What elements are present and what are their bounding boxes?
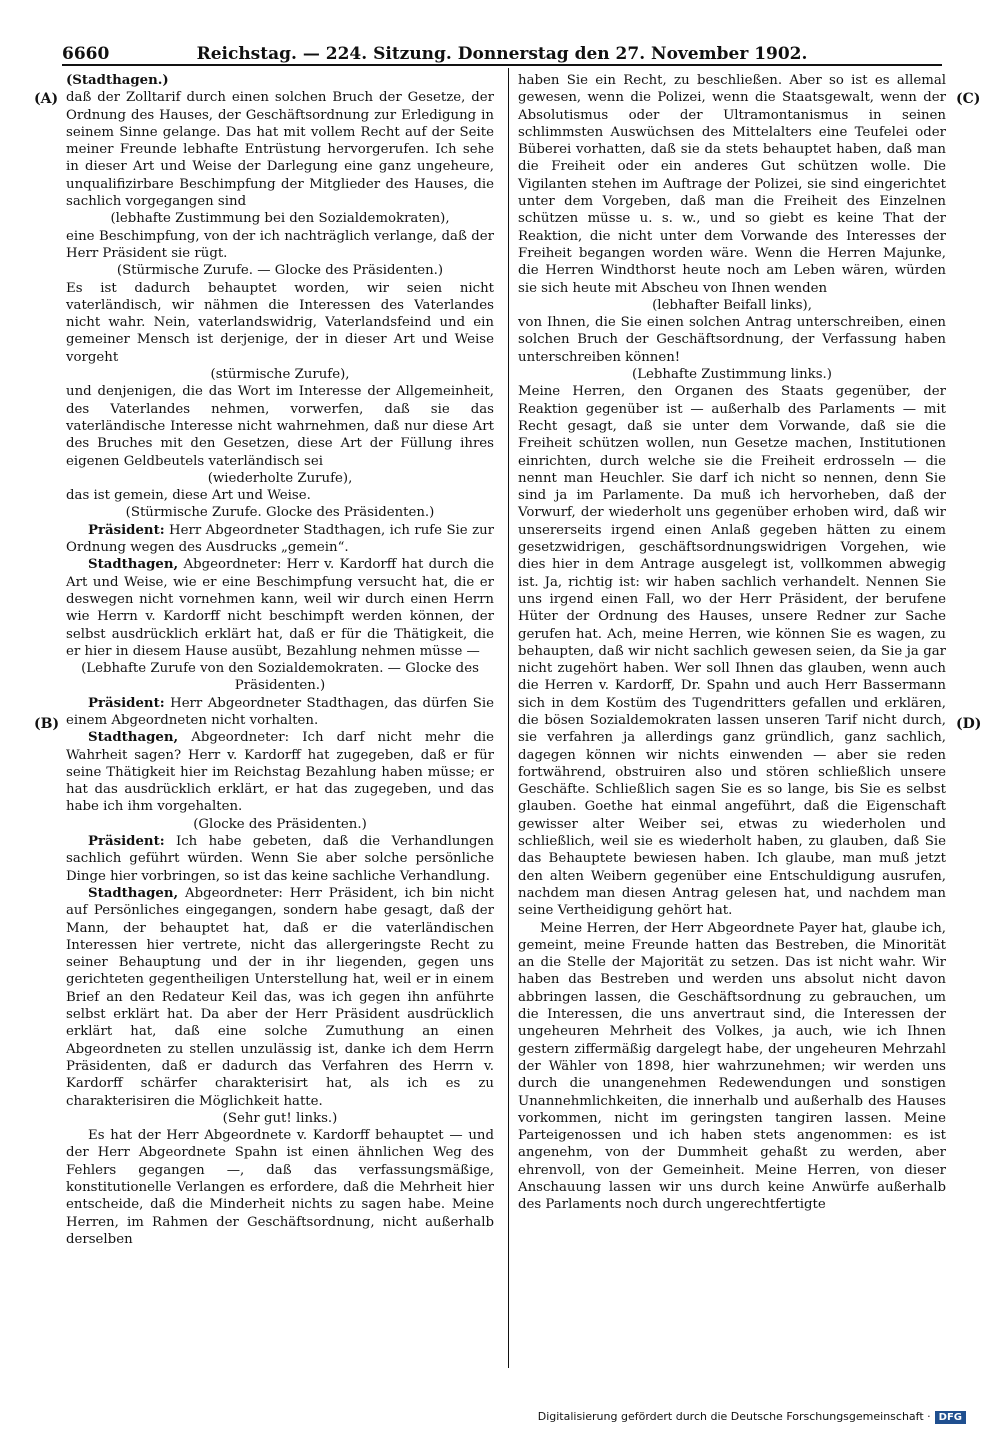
speech-text: Abgeordneter: Herr Präsident, ich bin nicht auf Persönliches eingegangen, sondern habe gesagt, daß der Mann, der behauptet hat, daß er die vaterländischen Interessen hier vertrete, nicht das allergeringste Recht zu seiner Behauptung und der in ihr liegenden, gegen uns gerichteten gegentheiligen Unterstellung hat, weil er in einem Brief an den Redateur Keil das, was ich gegen ihn anführte selbst erklärt hat. Da aber der Herr Präsident ausdrücklich erklärt hat, daß eine solche Zumuthung an einen Abgeordneten zu stellen unzulässig ist, danke ich dem Herrn Präsidenten, daß er dadurch das Verfahren des Herrn v. Kardorff schärfer charakterisirt hat, als ich es zu charakterisiren die Möglichkeit hatte. <box>66 885 494 1109</box>
interjection: (Lebhafte Zustimmung links.) <box>632 367 832 383</box>
interjection: (lebhafte Zustimmung bei den Sozialdemokraten), <box>110 211 450 227</box>
margin-label-a: (A) <box>34 91 59 107</box>
speaker-name: Präsident: <box>88 522 165 538</box>
speaker-name: Präsident: <box>88 834 165 850</box>
interjection: (wiederholte Zurufe), <box>207 470 353 486</box>
interjection: (stürmische Zurufe), <box>210 367 350 383</box>
speaker-name: Stadthagen, <box>88 885 179 901</box>
speech-text: Abgeordneter: Ich darf nicht mehr die Wahrheit sagen? Herr v. Kardorff hat zugegeben, daß er für seine Thätigkeit hier im Reichstag Bezahlung haben müsse; er hat das ausdrücklich erklärt, er hat das zugegeben, und das habe ich ihm vorgehalten. <box>66 730 494 815</box>
page-title: Reichstag. — 224. Sitzung. Donnerstag den 27. November 1902. <box>196 44 808 64</box>
speaker-name: Präsident: <box>88 695 165 711</box>
speech-paragraph <box>66 729 494 815</box>
paragraph: und denjenigen, die das Wort im Interesse der Allgemeinheit, des Vaterlandes nehmen, vorwerfen, daß sie das vaterländische Interesse nicht wahrnehmen, daß nur diese Art des Bruches mit den Gesetzen, diese Art der Füllung ihres eigenen Geldbeutels vaterländisch sei <box>66 384 494 469</box>
right-column <box>518 72 946 1214</box>
column-divider <box>508 68 509 1368</box>
speaker-name: Stadthagen, <box>88 557 179 573</box>
header-rule <box>62 64 942 66</box>
speech-paragraph <box>66 885 494 1110</box>
interjection: (Stürmische Zurufe. Glocke des Präsidenten.) <box>125 505 435 521</box>
paragraph: daß der Zolltarif durch einen solchen Bruch der Gesetze, der Ordnung des Hauses, der Geschäftsordnung zur Erledigung in seinem Sinne gelange. Das hat mit vollem Recht auf der Seite meiner Freunde lebhafte Entrüstung hervorgerufen. Ich sehe in dieser Art und Weise der Darlegung eine ganz ungeheure, unqualifizirbare Beschimpfung der Mitglieder des Hauses, die sachlich vorgegangen sind <box>66 90 494 210</box>
paragraph: Es hat der Herr Abgeordnete v. Kardorff behauptet — und der Herr Abgeordnete Spahn ist einen ähnlichen Weg des Fehlers gegangen —, daß das verfassungsmäßige, konstitutionelle Verlangen es erfordere, daß die Mehrheit hier entscheide, daß die Minderheit nichts zu sagen habe. Meine Herren, im Rahmen der Geschäftsordnung, nicht außerhalb derselben <box>66 1128 494 1247</box>
paragraph: das ist gemein, diese Art und Weise. <box>66 488 311 504</box>
speech-text: Abgeordneter: Herr v. Kardorff hat durch die Art und Weise, wie er eine Beschimpfung versucht hat, die er deswegen nicht vornehmen kann, weil wir durch einen Herrn wie Herrn v. Kardorff nicht beschimpft werden können, der selbst ausdrücklich erklärt hat, daß er für die Thätigkeit, die er hier in diesem Hause ausübt, Bezahlung nehmen müsse — <box>66 557 495 659</box>
paragraph: Es ist dadurch behauptet worden, wir seien nicht vaterländisch, wir nähmen die Interessen des Vaterlandes nicht wahr. Nein, vaterlandswidrig, Vaterlandsfeind und ein gemeiner Mensch ist derjenige, der in dieser Art und Weise vorgeht <box>66 280 494 365</box>
speech-paragraph <box>66 522 494 557</box>
speech-paragraph <box>66 695 494 730</box>
margin-label-c: (C) <box>956 91 981 107</box>
speech-paragraph <box>66 833 494 885</box>
speaker-name: Stadthagen, <box>88 730 179 746</box>
speech-paragraph <box>66 556 494 660</box>
margin-label-d: (D) <box>956 716 982 732</box>
paragraph: von Ihnen, die Sie einen solchen Antrag unterschreiben, einen solchen Bruch der Geschäftsordnung, der Verfassung haben unterschreiben können! <box>518 315 946 365</box>
interjection: (lebhafter Beifall links), <box>652 297 812 313</box>
interjection: (Glocke des Präsidenten.) <box>193 816 367 832</box>
interjection: (Sehr gut! links.) <box>222 1110 338 1126</box>
left-column <box>66 72 494 1248</box>
speech-text: Herr Abgeordneter Stadthagen, ich rufe Sie zur Ordnung wegen des Ausdrucks „gemein“. <box>66 522 495 556</box>
paragraph: Meine Herren, den Organen des Staats gegenüber, der Reaktion gegenüber ist — außerhalb des Parlaments — mit Recht gesagt, daß sie unter dem Vorwande, daß sie die Freiheit schützen wollen, nun Gesetze machen, Institutionen einrichten, durch welche sie die Freiheit erdrosseln — die nennt man Heuchler. Sie darf ich nicht so nennen, denn Sie sind ja im Parlamente. Da muß ich hervorheben, daß der Vorwurf, der wiederholt uns gegenüber erhoben wird, daß wir unsererseits irgend einen Anlaß gegeben hätten zu einem gesetzwidrigen, geschäftsordnungswidrigen Vorgehen, wie dies hier in dem Antrage ausgelegt ist, vollkommen abwegig ist. Ja, richtig ist: wir haben sachlich verhandelt. Nennen Sie uns irgend einen Fall, wo der Herr Präsident, der berufene Hüter der Ordnung des Hauses, unsere Redner zur Sache gerufen hat. Ach, meine Herren, wie können Sie es wagen, zu behaupten, daß wir nicht sachlich gewesen seien, da Sie ja gar nicht zugehört haben. Wer soll Ihnen das glauben, wenn auch die Herren v. Kardorff, Dr. Spahn und auch Herr Bassermann sich in dem Kostüm des Tugendritters gefallen und erklären, die bösen Sozialdemokraten lassen unseren Tarif nicht durch, sie verfahren ja allerdings ganz gründlich, ganz sachlich, dagegen können wir nichts einwenden — aber sie reden fortwährend, obstruiren also und stören schließlich unsere Geschäfte. Schließlich sagen Sie es so lange, bis Sie es selbst glauben. Goethe hat einmal angeführt, daß die Eigenschaft gewisser alter Weiber sei, etwas zu wiederholen und schließlich, weil sie es wiederholt haben, zu glauben, daß Sie das Behauptete bewiesen haben. Ich glaube, man muß jetzt den alten Weibern gegenüber eine Entschuldigung ausrufen, nachdem man diesen Antrag gelesen hat, und nachdem man seine Vertheidigung gehört hat. <box>518 384 946 919</box>
speech-text: Herr Abgeordneter Stadthagen, das dürfen Sie einem Abgeordneten nicht vorhalten. <box>66 695 495 728</box>
paragraph: haben Sie ein Recht, zu beschließen. Aber so ist es allemal gewesen, wenn die Polizei, wenn die Staatsgewalt, wenn der Absolutismus oder der Ultramontanismus in seinen schlimmsten Auswüchsen des Mittelalters eine Teufelei oder Büberei vorhatten, daß sie da stets behauptet haben, daß man die Freiheit oder ein anderes Gut schützen wolle. Die Vigilanten stehen im Auftrage der Polizei, sie sind eingerichtet unter dem Vorgeben, daß man die Freiheit des Einzelnen schützen müsse u. s. w., und so giebt es keine That der Reaktion, die nicht unter dem Vorwande des Interesses der Freiheit begangen worden wäre. Wenn die Herren Majunke, die Herren Windthorst heute noch am Leben wären, würden sie sich heute mit Abscheu von Ihnen wenden <box>518 73 946 296</box>
interjection: (Stürmische Zurufe. — Glocke des Präsidenten.) <box>116 263 444 279</box>
paragraph: Meine Herren, der Herr Abgeordnete Payer hat, glaube ich, gemeint, meine Freunde hatten das Bestreben, die Minorität an die Stelle der Majorität zu setzen. Das ist nicht wahr. Wir haben das Bestreben und werden uns absolut nicht davon abbringen lassen, die Geschäftsordnung zu gebrauchen, um die Interessen, die uns anvertraut sind, die Interessen der ungeheuren Mehrheit des Volkes, ja auch, wie ich Ihnen gestern ziffermäßig dargelegt habe, der ungeheuren Mehrzahl der Wähler von 1898, hier wahrzunehmen; wir werden uns durch die unangenehmen Redewendungen und sonstigen Unannehmlichkeiten, die innerhalb und außerhalb des Hauses vorkommen, nicht im geringsten tangiren lassen. Meine Parteigenossen und ich haben stets angenommen: es ist angenehm, von der Dummheit gehaßt zu werden, aber ehrenvoll, von der Gemeinheit. Meine Herren, von dieser Anschauung lassen wir uns durch keine Anwürfe außerhalb des Parlaments noch durch ungerechtfertigte <box>518 920 946 1213</box>
credit-text: Digitalisierung gefördert durch die Deutsche Forschungsgemeinschaft · <box>537 1410 931 1423</box>
speaker-continuation: (Stadthagen.) <box>66 73 169 88</box>
digitization-credit <box>538 1410 966 1428</box>
interjection: (Lebhafte Zurufe von den Sozialdemokraten. — Glocke des Präsidenten.) <box>81 661 479 694</box>
page-header <box>62 38 942 66</box>
paragraph: eine Beschimpfung, von der ich nachträglich verlange, daß der Herr Präsident sie rügt. <box>66 228 494 261</box>
margin-label-b: (B) <box>34 716 60 732</box>
speech-text: Ich habe gebeten, daß die Verhandlungen sachlich geführt würden. Wenn Sie aber solche persönliche Dinge hier vorbringen, so ist das keine sachliche Verhandlung. <box>66 834 494 884</box>
dfg-logo: DFG <box>935 1411 966 1424</box>
page-number: 6660 <box>62 44 110 64</box>
